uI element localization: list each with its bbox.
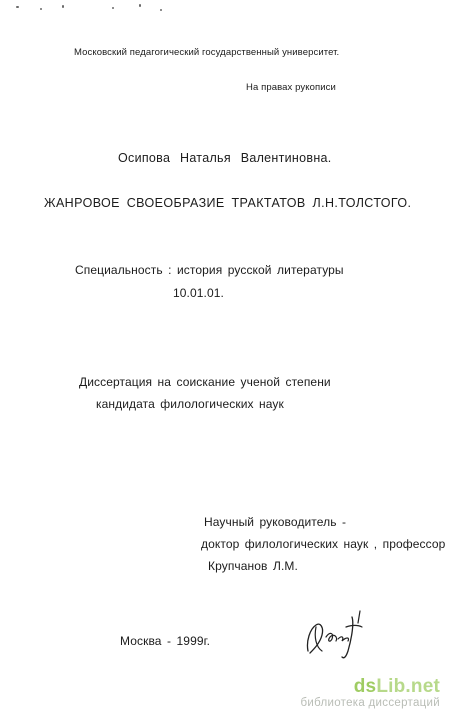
watermark-caption: библиотека диссертаций xyxy=(300,696,440,709)
advisor-role: Научный руководитель - xyxy=(204,515,347,529)
scan-speck xyxy=(139,4,141,7)
watermark xyxy=(300,677,440,710)
manuscript-rights-note: На правах рукописи xyxy=(246,82,336,93)
advisor-name: Крупчанов Л.М. xyxy=(208,559,298,573)
advisor-degree: доктор филологических наук , профессор xyxy=(201,537,446,551)
specialty-line: Специальность : история русской литературы xyxy=(75,263,344,277)
specialty-code: 10.01.01. xyxy=(173,286,224,300)
place-and-year: Москва - 1999г. xyxy=(120,634,211,648)
scan-speck xyxy=(112,7,114,9)
author-name: Осипова Наталья Валентиновна. xyxy=(118,151,332,165)
dissertation-field-line: кандидата филологических наук xyxy=(96,397,284,411)
watermark-logo: dsLib.net xyxy=(353,675,440,697)
dissertation-degree-line: Диссертация на соискание ученой степени xyxy=(79,375,331,389)
dissertation-title: ЖАНРОВОЕ СВОЕОБРАЗИЕ ТРАКТАТОВ Л.Н.ТОЛСТОГО. xyxy=(44,196,412,210)
university-name: Московский педагогический государственный университет. xyxy=(74,47,340,58)
scan-speck xyxy=(40,8,42,10)
scan-speck xyxy=(160,9,162,11)
handwritten-signature xyxy=(300,607,380,663)
scan-speck xyxy=(16,6,19,8)
scan-speck xyxy=(62,5,64,8)
